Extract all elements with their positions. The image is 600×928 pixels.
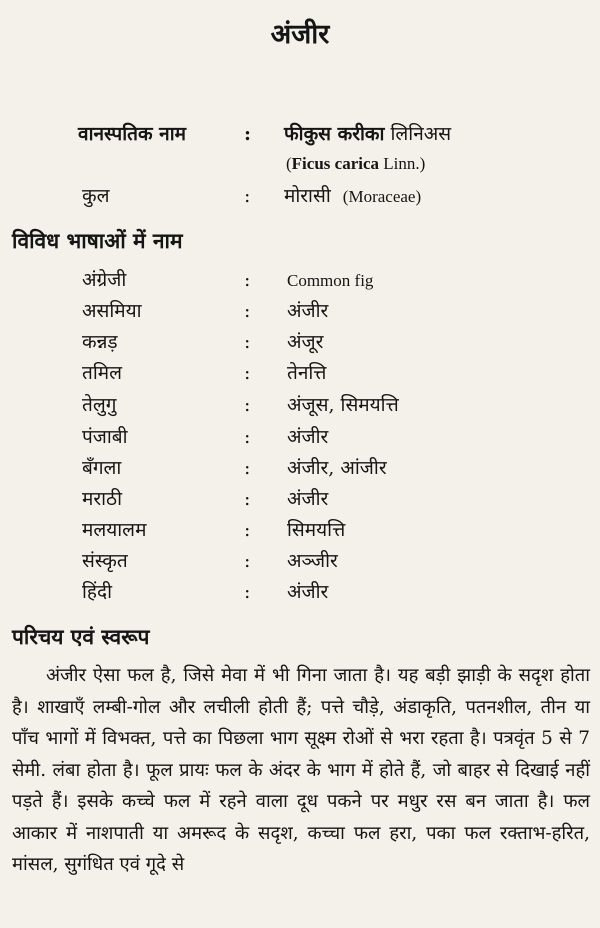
intro-heading: परिचय एवं स्वरूप (12, 624, 150, 649)
language-value: अंजूस, सिमयत्ति (287, 394, 399, 416)
language-colon: : (244, 426, 251, 448)
language-label: मलयालम (82, 519, 147, 541)
language-colon: : (244, 550, 251, 572)
language-colon: : (244, 394, 251, 416)
language-value: सिमयत्ति (287, 519, 346, 541)
latin-name-row: (Ficus carica Linn.) (286, 154, 426, 173)
language-value: अंजीर (287, 300, 329, 322)
languages-heading: विविध भाषाओं में नाम (12, 228, 183, 253)
language-label: पंजाबी (82, 426, 128, 448)
language-colon: : (244, 488, 251, 510)
language-label: हिंदी (82, 581, 113, 603)
language-label: कन्नड़ (82, 331, 118, 353)
language-colon: : (244, 300, 251, 322)
botanical-value: फीकुस करीका (284, 123, 385, 145)
language-colon: : (244, 457, 251, 479)
language-label: मराठी (82, 488, 123, 510)
latin-name: Ficus carica (291, 154, 380, 173)
family-label: कुल (82, 185, 110, 207)
family-latin: (Moraceae) (342, 187, 422, 206)
language-colon: : (244, 362, 251, 384)
language-value: Common fig (287, 271, 374, 290)
intro-paragraph: अंजीर ऐसा फल है, जिसे मेवा में भी गिना जाता है। यह बड़ी झाड़ी के सदृश होता है। शाखाएँ लम्बी-गोल और लचीली होती हैं; पत्ते चौड़े, अंडाकृति, पतनशील, तीन या पाँच भागों में विभक्त, पत्ते का पिछला भाग सूक्ष्म रोओं से भरा रहता है। पत्रवृंत 5 से 7 सेमी. लंबा होता है। फूल प्रायः फल के अंदर के भाग में होते हैं, जो बाहर से दिखाई नहीं पड़ते हैं। इसके कच्चे फल में रहने वाला दूध पकने पर मधुर रस बन जाता है। फल आकार में नाशपाती या अमरूद के सदृश, कच्चा फल हरा, पका फल रक्ताभ-हरित, मांसल, सुगंधित एवं गूदे से (12, 665, 590, 875)
language-label: संस्कृत (82, 550, 128, 572)
language-value: अंजीर (287, 426, 329, 448)
language-value: अंजीर, आंजीर (287, 457, 387, 479)
latin-author: Linn. (383, 154, 420, 173)
language-value: तेनत्ति (287, 362, 327, 384)
language-colon: : (244, 331, 251, 353)
language-colon: : (244, 269, 251, 291)
language-label: तेलुगु (82, 394, 117, 416)
language-value: अंजूर (287, 331, 324, 353)
language-value: अंजीर (287, 581, 329, 603)
language-value: अंजीर (287, 488, 329, 510)
botanical-author: लिनिअस (390, 123, 452, 145)
botanical-value-row (284, 120, 451, 148)
language-label: असमिया (82, 300, 142, 322)
family-value: मोरासी (284, 185, 331, 207)
language-value: अञ्जीर (287, 550, 338, 572)
language-label: अंग्रेजी (82, 269, 127, 291)
family-value-row (284, 182, 421, 210)
botanical-colon: : (244, 123, 252, 145)
language-colon: : (244, 581, 251, 603)
language-label: तमिल (82, 362, 122, 384)
language-colon: : (244, 519, 251, 541)
botanical-label: वानस्पतिक नाम (78, 123, 186, 145)
language-label: बँगला (82, 457, 122, 479)
page-title: अंजीर (270, 19, 330, 50)
family-colon: : (244, 185, 251, 207)
